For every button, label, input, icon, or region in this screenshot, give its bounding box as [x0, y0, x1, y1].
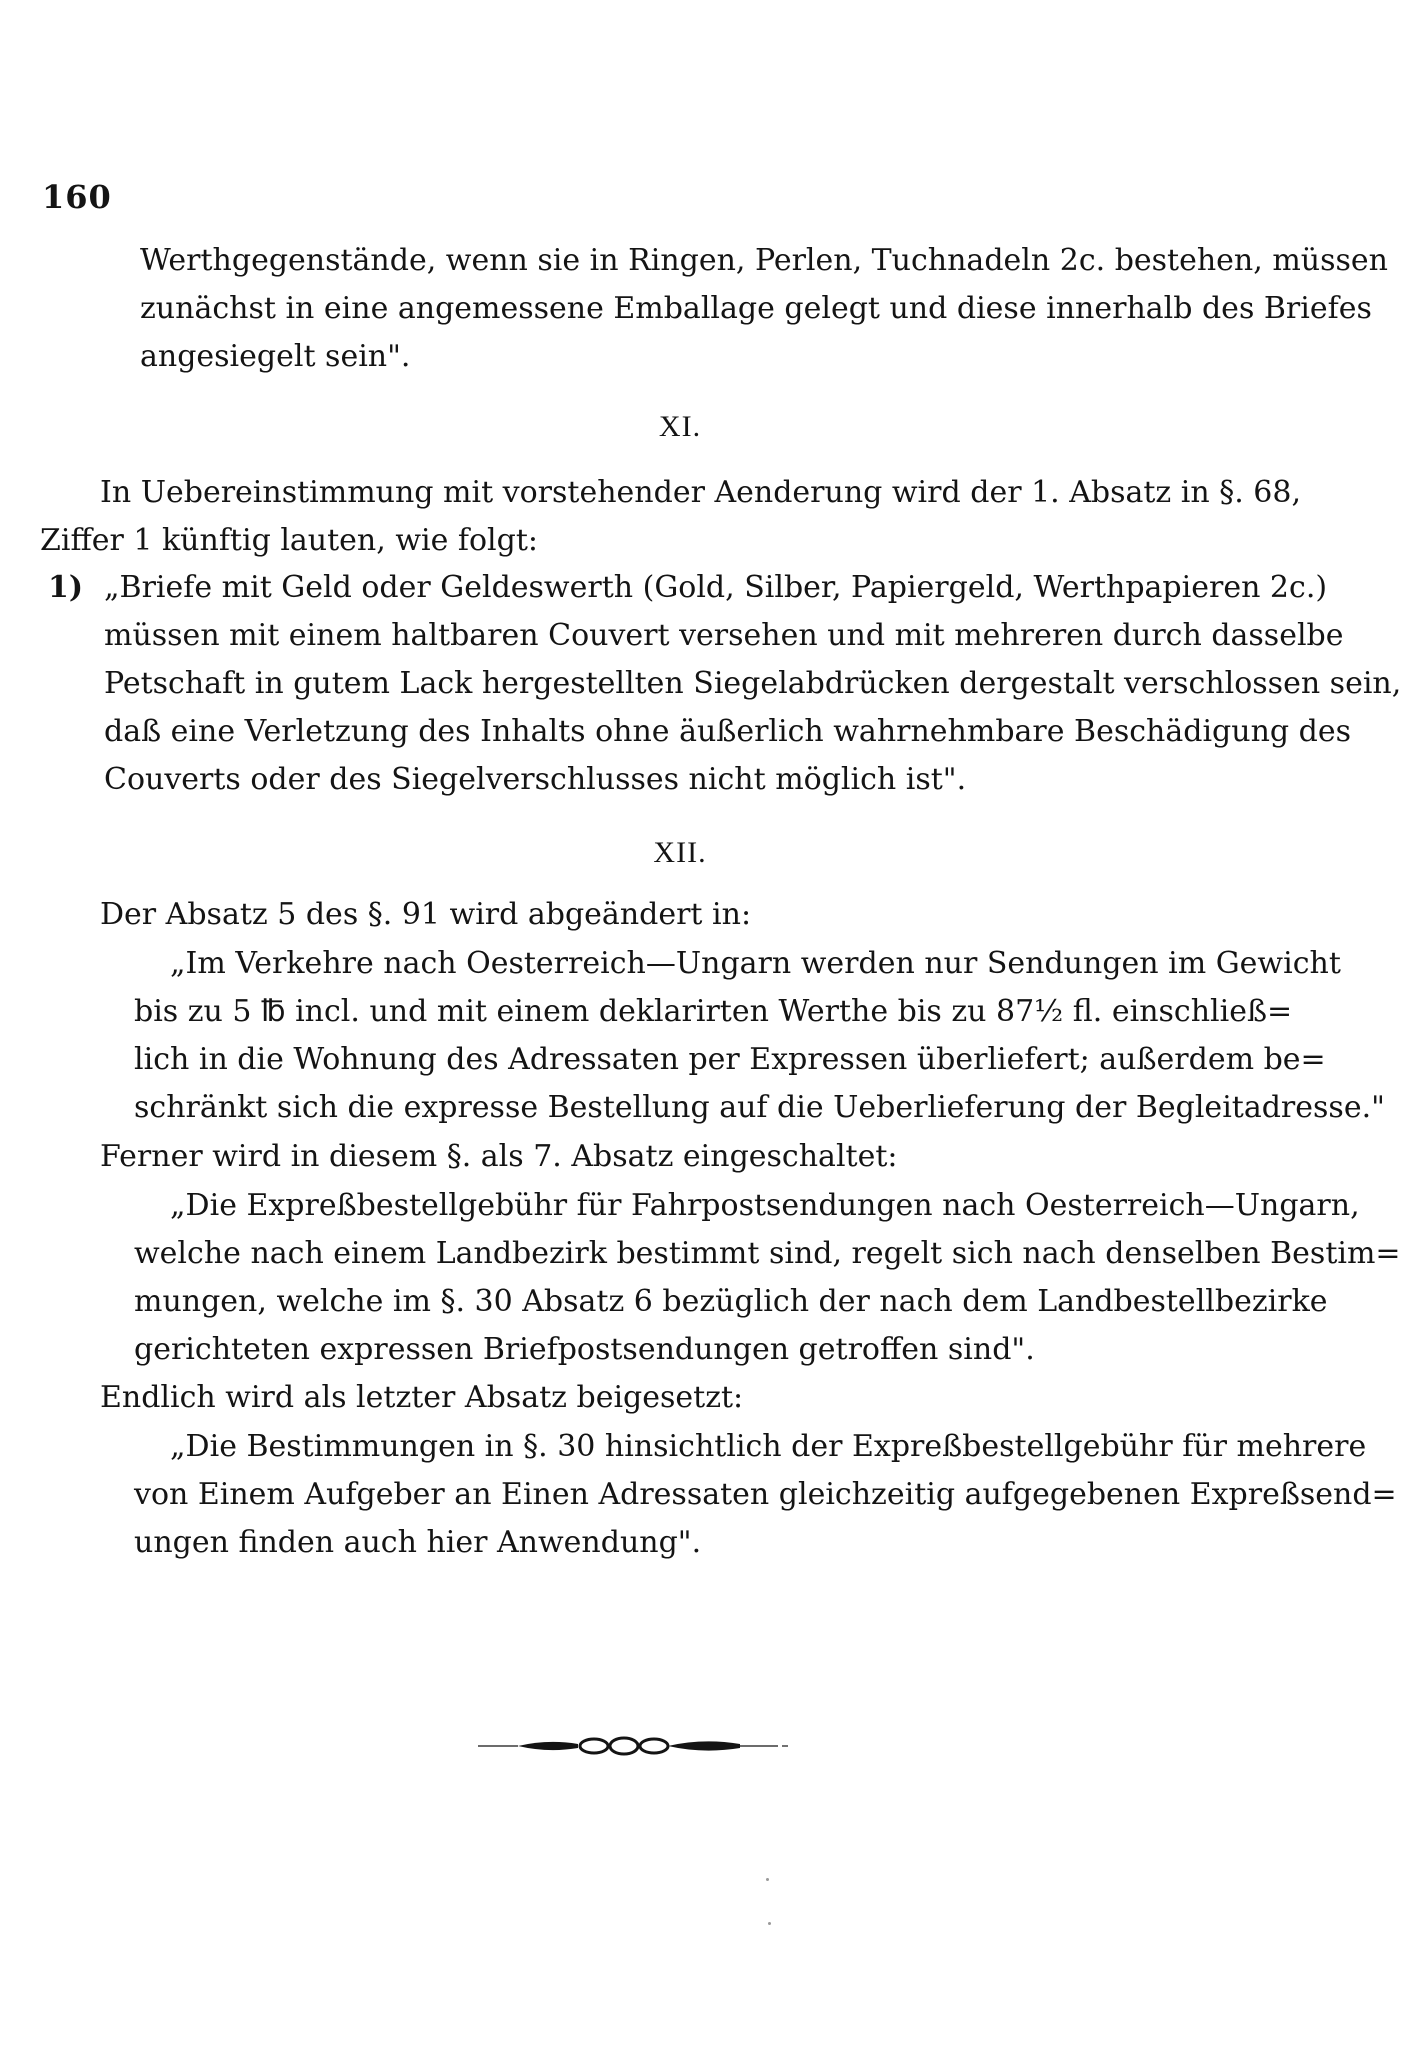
text-line: lich in die Wohnung des Adressaten per Expressen überliefert; außerdem be=: [134, 1042, 1326, 1077]
paper-speck: [768, 1922, 771, 1925]
section-heading-xi: XI.: [658, 410, 702, 443]
paper-speck: [766, 1878, 769, 1881]
end-of-text-ornament-icon: [478, 1734, 788, 1758]
list-item-marker: 1): [48, 570, 84, 605]
text-line: Ziffer 1 künftig lauten, wie folgt:: [40, 523, 539, 558]
text-line: angesiegelt sein".: [140, 339, 411, 374]
text-line: bis zu 5 ℔ incl. und mit einem deklarirten Werthe bis zu 87½ fl. einschließ=: [134, 994, 1293, 1029]
section-heading-xii: XII.: [653, 836, 707, 869]
text-line: „Die Bestimmungen in §. 30 hinsichtlich der Expreßbestellgebühr für mehrere: [170, 1429, 1367, 1464]
text-line: In Uebereinstimmung mit vorstehender Aenderung wird der 1. Absatz in §. 68,: [100, 475, 1302, 510]
text-line: Petschaft in gutem Lack hergestellten Siegelabdrücken dergestalt verschlossen sein,: [104, 666, 1401, 701]
text-line: Endlich wird als letzter Absatz beigesetzt:: [100, 1380, 744, 1415]
text-line: gerichteten expressen Briefpostsendungen getroffen sind".: [134, 1332, 1035, 1367]
text-line: „Die Expreßbestellgebühr für Fahrpostsendungen nach Oesterreich—Ungarn,: [170, 1188, 1360, 1223]
text-line: müssen mit einem haltbaren Couvert versehen und mit mehreren durch dasselbe: [104, 618, 1344, 653]
text-line: Ferner wird in diesem §. als 7. Absatz eingeschaltet:: [100, 1139, 898, 1174]
text-line: „Im Verkehre nach Oesterreich—Ungarn werden nur Sendungen im Gewicht: [170, 946, 1341, 981]
text-line: mungen, welche im §. 30 Absatz 6 bezüglich der nach dem Landbestellbezirke: [134, 1284, 1328, 1319]
page-number: 160: [42, 178, 112, 216]
text-line: welche nach einem Landbezirk bestimmt sind, regelt sich nach denselben Bestim=: [134, 1236, 1401, 1271]
text-line: Couverts oder des Siegelverschlusses nicht möglich ist".: [104, 762, 967, 797]
text-line: Der Absatz 5 des §. 91 wird abgeändert in:: [100, 897, 752, 932]
text-line: von Einem Aufgeber an Einen Adressaten gleichzeitig aufgegebenen Expreßsend=: [134, 1477, 1397, 1512]
text-line: „Briefe mit Geld oder Geldeswerth (Gold, Silber, Papiergeld, Werthpapieren 2c.): [104, 570, 1328, 605]
text-line: schränkt sich die expresse Bestellung auf die Ueberlieferung der Begleitadresse.": [134, 1090, 1385, 1125]
text-line: daß eine Verletzung des Inhalts ohne äußerlich wahrnehmbare Beschädigung des: [104, 714, 1351, 749]
text-line: zunächst in eine angemessene Emballage gelegt und diese innerhalb des Briefes: [140, 291, 1372, 326]
text-line: Werthgegenstände, wenn sie in Ringen, Perlen, Tuchnadeln 2c. bestehen, müssen: [140, 243, 1388, 278]
text-line: ungen finden auch hier Anwendung".: [134, 1525, 702, 1560]
